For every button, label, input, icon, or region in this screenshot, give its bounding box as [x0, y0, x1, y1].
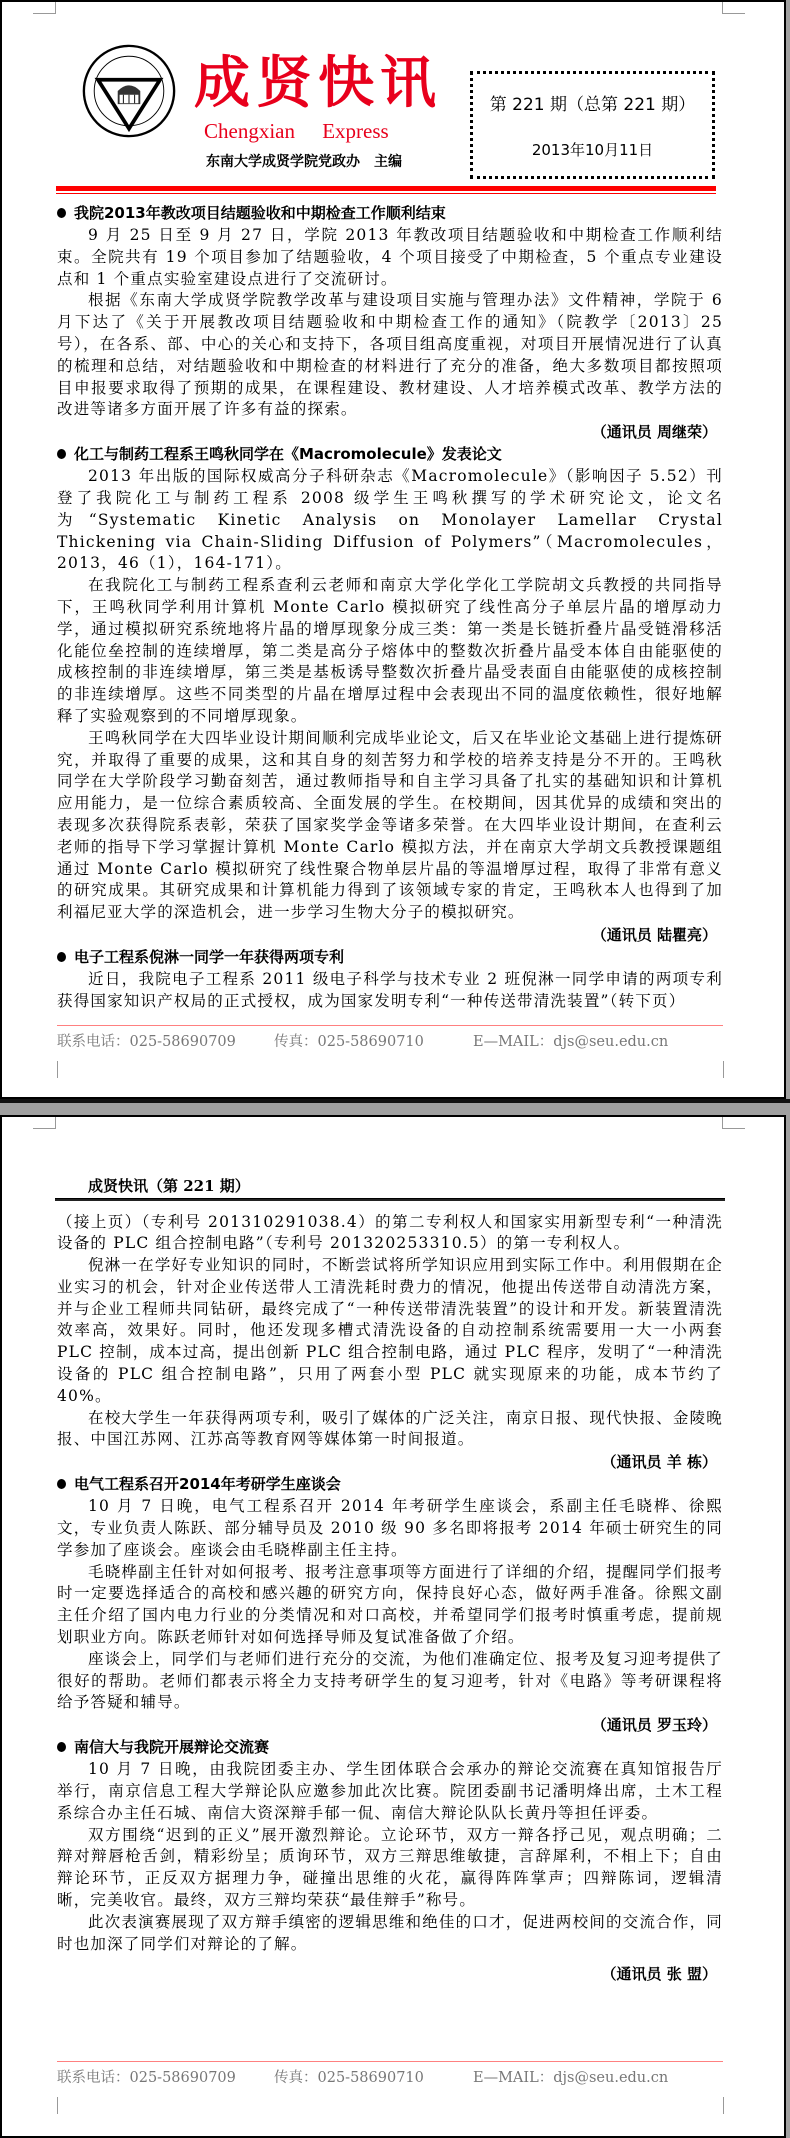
footer-phone: 联系电话：025-58690709 — [57, 1033, 236, 1050]
article-paragraph: 2013 年出版的国际权威高分子科研杂志《Macromolecule》（影响因子 5.52）刊登了我院化工与制药工程系 2008 级学生王鸣秋撰写的学术研究论文，论文名为“Systematic Kinetic Analysis on Monolayer Lamellar Crystal Thickening via Chain-Sliding Diffusion of Polymers”（Macromolecules，2013，46（1），164-171）。 — [57, 467, 723, 573]
article-heading: 化工与制药工程系王鸣秋同学在《Macromolecule》发表论文 — [57, 443, 723, 466]
bullet-icon — [57, 1479, 66, 1489]
header-rule — [56, 186, 716, 191]
article-signature: （通讯员 周继荣） — [591, 423, 717, 442]
editor-line: 东南大学成贤学院党政办 主编 — [206, 154, 402, 170]
article-paragraph: 根据《东南大学成贤学院教学改革与建设项目实施与管理办法》文件精神，学院于 6 月下达了《关于开展教改项目结题验收和中期检查工作的通知》（院教学〔2013〕25 号），在各系、部、中心的关心和支持下，各项目组高度重视，对项目开展情况进行了认真的梳理和总结，对结题验收和中期检查的材料进行了充分的准备，绝大多数项目都按照项目申报要求取得了预期的成果，在课程建设、教材建设、人才培养模式改革、教学方法的改进等诸多方面开展了许多有益的探索。 — [57, 291, 723, 419]
spacer — [2, 1013, 784, 1025]
article-paragraph: 9 月 25 日至 9 月 27 日，学院 2013 年教改项目结题验收和中期检查工作顺利结束。全院共有 19 个项目参加了结题验收，4 个项目接受了中期检查，5 个重点专业建设点和 1 个重点实验室建设点进行了交流研讨。 — [57, 226, 723, 288]
running-head-rule — [55, 1198, 725, 1201]
article-paragraph: 近日，我院电子工程系 2011 级电子科学与技术专业 2 班倪淋一同学申请的两项专利获得国家知识产权局的正式授权，成为国家发明专利“一种传送带清洗装置”（转下页） — [57, 969, 723, 1010]
article-heading: 电气工程系召开2014年考研学生座谈会 — [57, 1473, 723, 1496]
article — [57, 946, 723, 1013]
bullet-icon — [57, 952, 66, 962]
article-paragraph: （接上页）（专利号 201310291038.4）的第二专利权人和国家实用新型专利“一种清洗设备的 PLC 组合控制电路”（专利号 201320253310.5）的第一专利权人。 — [57, 1212, 723, 1253]
page-2-content — [57, 1212, 723, 1986]
article-signature: （通讯员 罗玉玲） — [591, 1716, 717, 1735]
footer-email: E—MAIL：djs@seu.edu.cn — [473, 2069, 669, 2086]
bullet-icon — [57, 449, 66, 459]
article — [57, 202, 723, 443]
footer-rule — [57, 1025, 723, 1026]
corner-mark — [33, 2, 56, 14]
page-footer — [2, 2061, 784, 2136]
margin-mark — [57, 1061, 58, 1078]
issue-date: 2013年10月11日 — [531, 141, 654, 159]
footer-rule — [57, 2061, 723, 2062]
article-heading: 我院2013年教改项目结题验收和中期检查工作顺利结束 — [57, 202, 723, 225]
article-heading: 南信大与我院开展辩论交流赛 — [57, 1736, 723, 1759]
article-paragraph: 在我院化工与制药工程系查利云老师和南京大学化学化工学院胡文兵教授的共同指导下，王鸣秋同学利用计算机 Monte Carlo 模拟研究了线性高分子单层片晶的增厚动力学，通过模拟研究系统地将片晶的增厚现象分成三类：第一类是长链折叠片晶受链滑移活化能位垒控制的连续增厚，第二类是高分子熔体中的整数次折叠片晶受本体自由能驱使的成核控制的非连续增厚，第三类是基板诱导整数次折叠片晶受表面自由能驱使的成核控制的非连续增厚。这些不同类型的片晶在增厚过程中会表现出不同的温度依赖性，很好地解释了实验观察到的不同增厚现象。 — [57, 576, 723, 725]
footer-email: E—MAIL：djs@seu.edu.cn — [473, 1033, 669, 1050]
spacer — [2, 1985, 784, 2060]
corner-mark — [33, 1117, 56, 1129]
article-paragraph: 在校大学生一年获得两项专利，吸引了媒体的广泛关注，南京日报、现代快报、金陵晚报、中国江苏网、江苏高等教育网等媒体第一时间报道。 — [57, 1408, 723, 1449]
article — [57, 1736, 723, 1985]
article-paragraph: 王鸣秋同学在大四毕业设计期间顺利完成毕业论文，后又在毕业论文基础上进行提炼研究，并取得了重要的成果，这和其自身的刻苦努力和学校的培养支持是分不开的。王鸣秋同学在大学阶段学习勤奋刻苦，通过教师指导和自主学习具备了扎实的基础知识和计算机应用能力，是一位综合素质较高、全面发展的学生。在校期间，因其优异的成绩和突出的表现多次获得院系表彰，荣获了国家奖学金等诸多荣誉。在大四毕业设计期间，在查利云老师的指导下学习掌握计算机 Monte Carlo 模拟方法，并在南京大学胡文兵教授课题组通过 Monte Carlo 模拟研究了线性聚合物单层片晶的等温增厚过程，取得了非常有意义的研究成果。其研究成果和计算机能力得到了该领域专家的肯定，王鸣秋本人也得到了加利福尼亚大学的深造机会，进一步学习生物大分子的模拟研究。 — [57, 728, 723, 922]
article-signature: （通讯员 张 盟） — [601, 1965, 717, 1984]
running-head: 成贤快讯（第 221 期） — [88, 1176, 250, 1195]
article-paragraph: 此次表演赛展现了双方辩手缜密的逻辑思维和绝佳的口才，促进两校间的交流合作，同时也加深了同学们对辩论的了解。 — [57, 1912, 723, 1953]
article-signature: （通讯员 陆瞿亮） — [591, 925, 717, 944]
article-paragraph: 倪淋一在学好专业知识的同时，不断尝试将所学知识应用到实际工作中。利用假期在企业实习的机会，针对企业传送带人工清洗耗时费力的情况，他提出传送带自动清洗方案，并与企业工程师共同钻研，最终完成了“一种传送带清洗装置”的设计和开发。新装置清洗效率高，效果好。同时，他还发现多槽式清洗设备的自动控制系统需要用一大一小两套 PLC 控制，成本过高，提出创新 PLC 组合控制电路，通过 PLC 程序，发明了“一种清洗设备的 PLC 组合控制电路”，只用了两套小型 PLC 就实现原来的功能，成本节约了 40%。 — [57, 1256, 724, 1405]
issue-number: 第 221 期（总第 221 期） — [489, 95, 696, 115]
margin-mark — [57, 2097, 58, 2114]
article-paragraph: 双方围绕“迟到的正义”展开激烈辩论。立论环节，双方一辩各抒己见，观点明确；二辩对辩唇枪舌剑，精彩纷呈；质询环节，双方三辩思维敏捷，言辞犀利，不相上下；自由辩论环节，正反双方据理力争，碰撞出思维的火花，赢得阵阵掌声；四辩陈词，逻辑清晰，完美收官。最终，双方三辩均荣获“最佳辩手”称号。 — [57, 1825, 723, 1910]
article-continued — [57, 1212, 723, 1474]
article-paragraph: 10 月 7 日晚，电气工程系召开 2014 年考研学生座谈会，系副主任毛晓桦、徐熙文，专业负责人陈跃、部分辅导员及 2010 级 90 多名即将报考 2014 年硕士研究生的同学参加了座谈会。座谈会由毛晓桦副主任主持。 — [57, 1497, 723, 1559]
bullet-icon — [57, 1742, 66, 1752]
article-paragraph: 10 月 7 日晚，由我院团委主办、学生团体联合会承办的辩论交流赛在真知馆报告厅举行，南京信息工程大学辩论队应邀参加此次比赛。院团委副书记潘明烽出席，土木工程系综合办主任石城、南信大资深辩手郁一侃、南信大辩论队队长黄丹等担任评委。 — [57, 1760, 723, 1822]
article — [57, 443, 723, 946]
footer-fax: 传真：025-58690710 — [274, 2069, 424, 2086]
newsletter-title: 成贤快讯 — [194, 50, 442, 116]
page-gap — [0, 1099, 790, 1115]
page-footer — [2, 1025, 784, 1097]
header-rule-thin — [56, 193, 716, 194]
margin-mark — [723, 2097, 724, 2114]
page-1-content — [57, 202, 723, 1013]
page-2 — [0, 1115, 786, 2138]
article — [57, 1473, 723, 1736]
corner-mark — [722, 2, 745, 14]
university-seal-logo — [82, 44, 176, 138]
article-signature: （通讯员 羊 栋） — [601, 1453, 717, 1472]
corner-mark — [722, 1117, 745, 1129]
article-heading: 电子工程系倪淋一同学一年获得两项专利 — [57, 946, 723, 969]
footer-phone: 联系电话：025-58690709 — [57, 2069, 236, 2086]
article-paragraph: 毛晓桦副主任针对如何报考、报考注意事项等方面进行了详细的介绍，提醒同学们报考时一定要选择适合的高校和感兴趣的研究方向，保持良好心态，做好两手准备。徐熙文副主任介绍了国内电力行业的分类情况和对口高校，并希望同学们报考时慎重考虑，提前规划职业方向。陈跃老师针对如何选择导师及复试准备做了介绍。 — [57, 1562, 723, 1647]
footer-fax: 传真：025-58690710 — [274, 1033, 424, 1050]
issue-box — [470, 71, 715, 179]
newsletter-subtitle: Chengxian Express — [204, 119, 389, 143]
article-paragraph: 座谈会上，同学们与老师们进行充分的交流，为他们准确定位、报考及复习迎考提供了很好的帮助。老师们都表示将全力支持考研学生的复习迎考，针对《电路》等考研课程将给予答疑和辅导。 — [57, 1649, 723, 1712]
bullet-icon — [57, 208, 66, 218]
margin-mark — [723, 1061, 724, 1078]
